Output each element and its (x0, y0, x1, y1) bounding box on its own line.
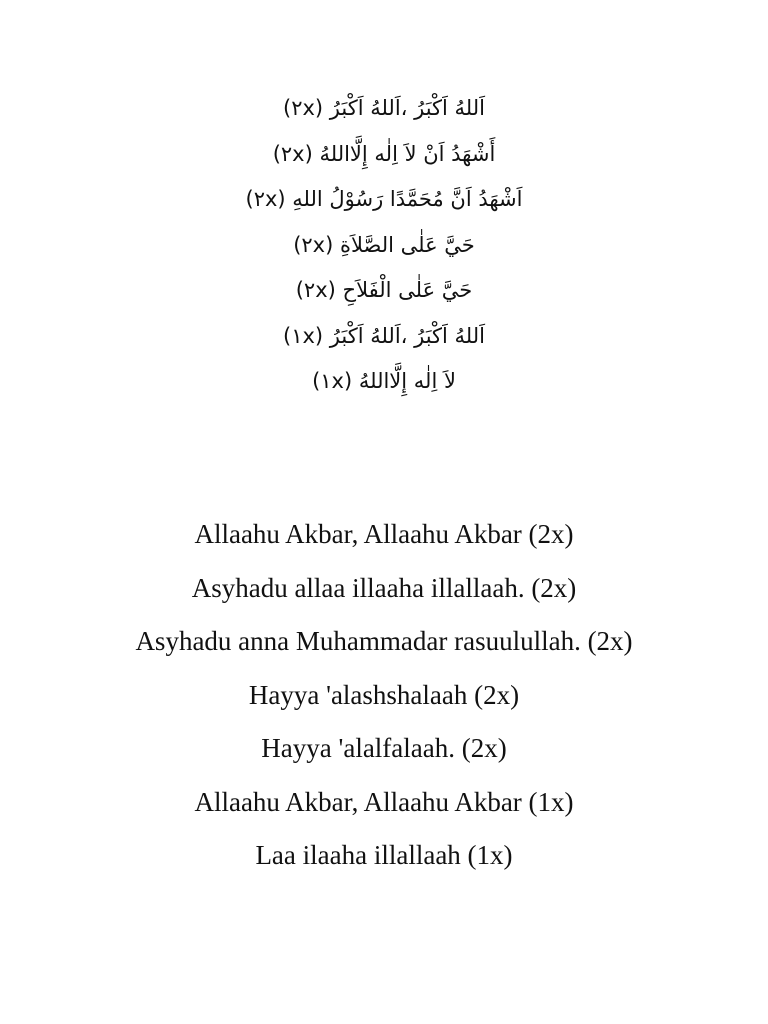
arabic-line-6: اَللهُ اَكْبَرُ ،اَللهُ اَكْبَرُ (١x) (283, 323, 485, 348)
latin-line-3: Asyhadu anna Muhammadar rasuulullah. (2x) (135, 626, 633, 656)
arabic-line-4: حَيَّ عَلٰى الصَّلاَةِ (٢x) (293, 232, 475, 257)
latin-line-2: Asyhadu allaa illaaha illallaah. (2x) (191, 572, 577, 603)
arabic-line-2: أَشْهَدُ اَنْ لاَ اِلٰه إِلَّااللهُ (٢x) (272, 141, 496, 166)
latin-line-6: Allaahu Akbar, Allaahu Akbar (1x) (194, 786, 574, 817)
arabic-line-7: لاَ اِلٰه إِلَّااللهُ (١x) (312, 369, 456, 393)
transliteration-text (0, 508, 768, 883)
arabic-line-1: اَللهُ اَكْبَرُ ،اَللهُ اَكْبَرُ (٢x) (283, 96, 485, 120)
arabic-adhan-text (0, 86, 768, 405)
arabic-line-5: حَيَّ عَلٰى الْفَلاَحِ (٢x) (295, 278, 473, 302)
latin-line-5: Hayya 'alalfalaah. (2x) (261, 733, 507, 763)
latin-line-1: Allaahu Akbar, Allaahu Akbar (2x) (194, 519, 574, 549)
latin-line-4: Hayya 'alashshalaah (2x) (248, 679, 520, 710)
latin-line-7: Laa ilaaha illallaah (1x) (255, 840, 513, 870)
arabic-line-3: اَشْهَدُ اَنَّ مُحَمَّدًا رَسُوْلُ اللهِ (٢x) (245, 187, 523, 211)
